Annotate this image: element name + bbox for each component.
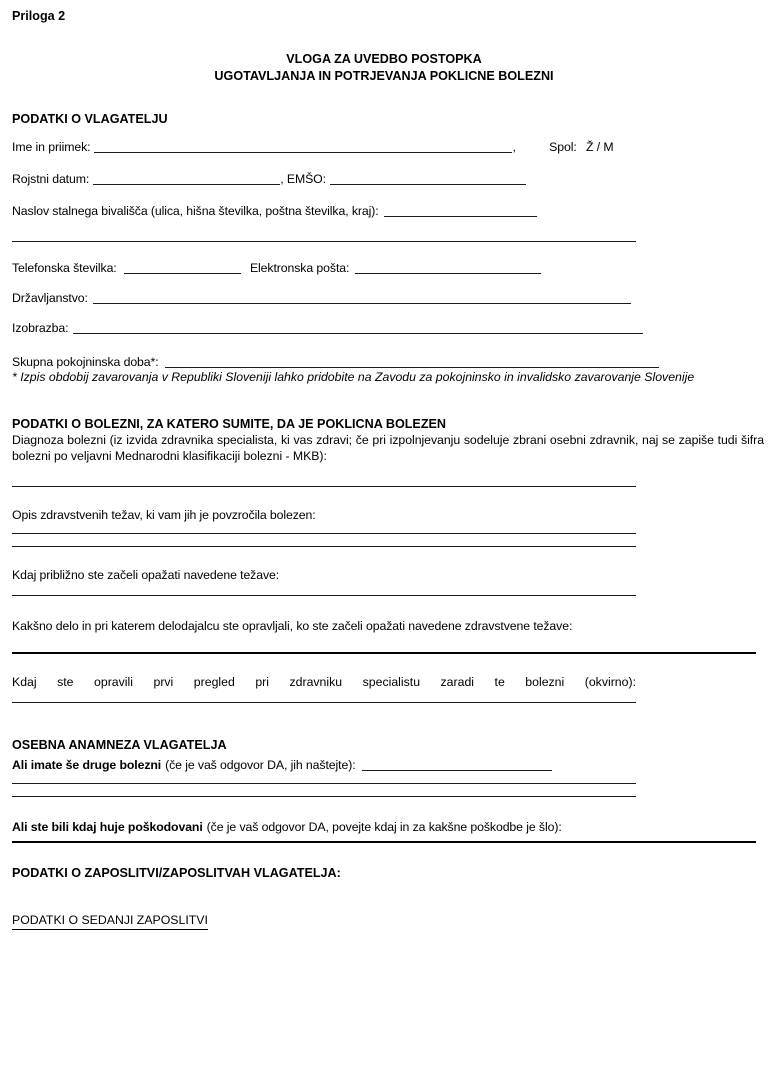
- birthdate-label: Rojstni datum:: [12, 172, 90, 186]
- birthdate-input-line[interactable]: [93, 173, 280, 185]
- phone-label: Telefonska številka:: [12, 261, 117, 275]
- injuries-label-rest: (če je vaš odgovor DA, povejte kdaj in za kakšne poškodbe je šlo):: [206, 820, 562, 835]
- other-diseases-row: [12, 757, 756, 773]
- phone-input-line[interactable]: [124, 262, 241, 274]
- injuries-label-bold: Ali ste bili kdaj huje poškodovani: [12, 820, 203, 835]
- name-comma: ,: [512, 140, 516, 154]
- employment-section-heading: PODATKI O ZAPOSLITVI/ZAPOSLITVAH VLAGATELJA:: [12, 866, 341, 881]
- current-employment-heading: PODATKI O SEDANJI ZAPOSLITVI: [12, 912, 208, 930]
- onset-label: Kdaj približno ste začeli opažati navedene težave:: [12, 568, 280, 583]
- gender-options[interactable]: Ž / M: [585, 140, 614, 154]
- first-exam-label: Kdaj ste opravili prvi pregled pri zdravniku specialistu zaradi te bolezni (okvirno):: [12, 675, 636, 690]
- citizenship-input-line[interactable]: [93, 292, 631, 304]
- email-input-line[interactable]: [355, 262, 541, 274]
- pension-footnote: * Izpis obdobij zavarovanja v Republiki Sloveniji lahko pridobite na Zavodu za pokojninsko in invalidsko zavarovanje Slovenije: [12, 370, 695, 384]
- education-label: Izobrazba:: [12, 321, 69, 335]
- pension-label: Skupna pokojninska doba*:: [12, 355, 159, 369]
- title-line-2: UGOTAVLJANJA IN POTRJEVANJA POKLICNE BOLEZNI: [214, 69, 554, 83]
- address-row: [12, 203, 756, 219]
- other-diseases-label-bold: Ali imate še druge bolezni: [12, 758, 162, 773]
- contact-row: [12, 260, 756, 276]
- disease-section-heading: PODATKI O BOLEZNI, ZA KATERO SUMITE, DA JE POKLICNA BOLEZEN: [12, 416, 447, 431]
- address-label: Naslov stalnega bivališča (ulica, hišna številka, poštna številka, kraj):: [12, 204, 379, 218]
- other-diseases-input-line-1[interactable]: [362, 759, 552, 771]
- emso-label: , EMŠO:: [280, 172, 326, 186]
- document-title: [12, 51, 756, 85]
- diagnosis-description: Diagnoza bolezni (iz izvida zdravnika specialista, ki vas zdravi; če pri izpolnjevanju sodeluje zbrani osebni zdravnik, naj se zapiše tudi šifra bolezni po veljavni Mednarodni klasifikaciji bolezni - MKB):: [12, 432, 764, 463]
- address-input-line-1[interactable]: [384, 205, 537, 217]
- citizenship-label: Državljanstvo:: [12, 291, 88, 305]
- pension-row: [12, 354, 756, 370]
- citizenship-row: [12, 290, 756, 306]
- emso-input-line[interactable]: [330, 173, 526, 185]
- name-input-line[interactable]: [94, 141, 512, 153]
- current-employment-heading-wrap: [12, 911, 756, 930]
- birthdate-row: [12, 171, 756, 187]
- other-diseases-label-rest: (če je vaš odgovor DA, jih naštejte):: [165, 758, 356, 773]
- title-line-1: VLOGA ZA UVEDBO POSTOPKA: [286, 52, 482, 66]
- gender-label: Spol:: [549, 140, 577, 154]
- injuries-row: [12, 819, 756, 835]
- anamnesis-section-heading: OSEBNA ANAMNEZA VLAGATELJA: [12, 738, 227, 753]
- education-row: [12, 320, 756, 336]
- attachment-label: Priloga 2: [12, 9, 66, 23]
- applicant-section-heading: PODATKI O VLAGATELJU: [12, 112, 168, 126]
- education-input-line[interactable]: [73, 322, 643, 334]
- name-row: [12, 139, 756, 155]
- name-label: Ime in priimek:: [12, 140, 91, 154]
- symptoms-label: Opis zdravstvenih težav, ki vam jih je povzročila bolezen:: [12, 508, 316, 523]
- pension-input-line[interactable]: [165, 356, 659, 368]
- work-history-label: Kakšno delo in pri katerem delodajalcu ste opravljali, ko ste začeli opažati navedene zdravstvene težave:: [12, 619, 573, 634]
- email-label: Elektronska pošta:: [249, 261, 350, 275]
